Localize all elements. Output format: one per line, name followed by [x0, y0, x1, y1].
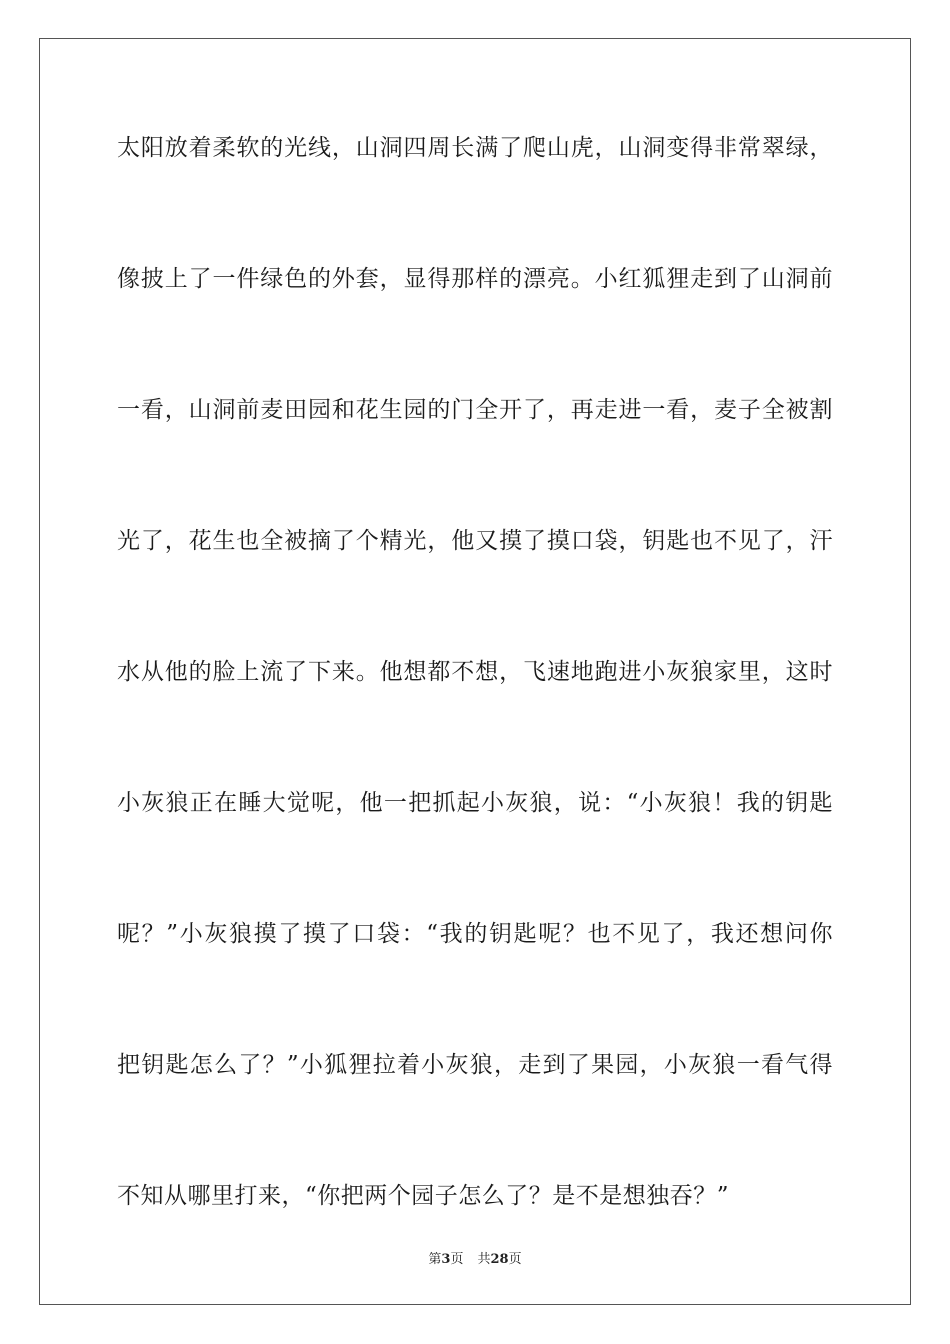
page-suffix: 页 — [450, 1252, 464, 1267]
text-line-4: 光了，花生也全被摘了个精光，他又摸了摸口袋，钥匙也不见了，汗 — [117, 528, 833, 554]
total-prefix: 共 — [477, 1252, 491, 1267]
page-prefix: 第 — [428, 1252, 442, 1267]
total-suffix: 页 — [508, 1252, 522, 1267]
text-line-2: 像披上了一件绿色的外套，显得那样的漂亮。小红狐狸走到了山洞前 — [117, 266, 833, 292]
document-body — [117, 128, 833, 1307]
page-footer — [0, 1248, 950, 1267]
text-line-5: 水从他的脸上流了下来。他想都不想，飞速地跑进小灰狼家里，这时 — [117, 659, 833, 685]
page-number: 3 — [441, 1252, 451, 1267]
text-line-8: 把钥匙怎么了？”小狐狸拉着小灰狼，走到了果园，小灰狼一看气得 — [117, 1052, 833, 1078]
text-line-7: 呢？”小灰狼摸了摸了口袋：“我的钥匙呢？也不见了，我还想问你 — [117, 921, 833, 947]
total-pages: 28 — [490, 1252, 509, 1267]
text-line-6: 小灰狼正在睡大觉呢，他一把抓起小灰狼，说：“小灰狼！我的钥匙 — [117, 790, 833, 816]
text-line-9: 不知从哪里打来，“你把两个园子怎么了？是不是想独吞？” — [117, 1183, 730, 1209]
text-line-1: 太阳放着柔软的光线，山洞四周长满了爬山虎，山洞变得非常翠绿， — [117, 135, 833, 161]
text-line-3: 一看，山洞前麦田园和花生园的门全开了，再走进一看，麦子全被割 — [117, 397, 833, 423]
